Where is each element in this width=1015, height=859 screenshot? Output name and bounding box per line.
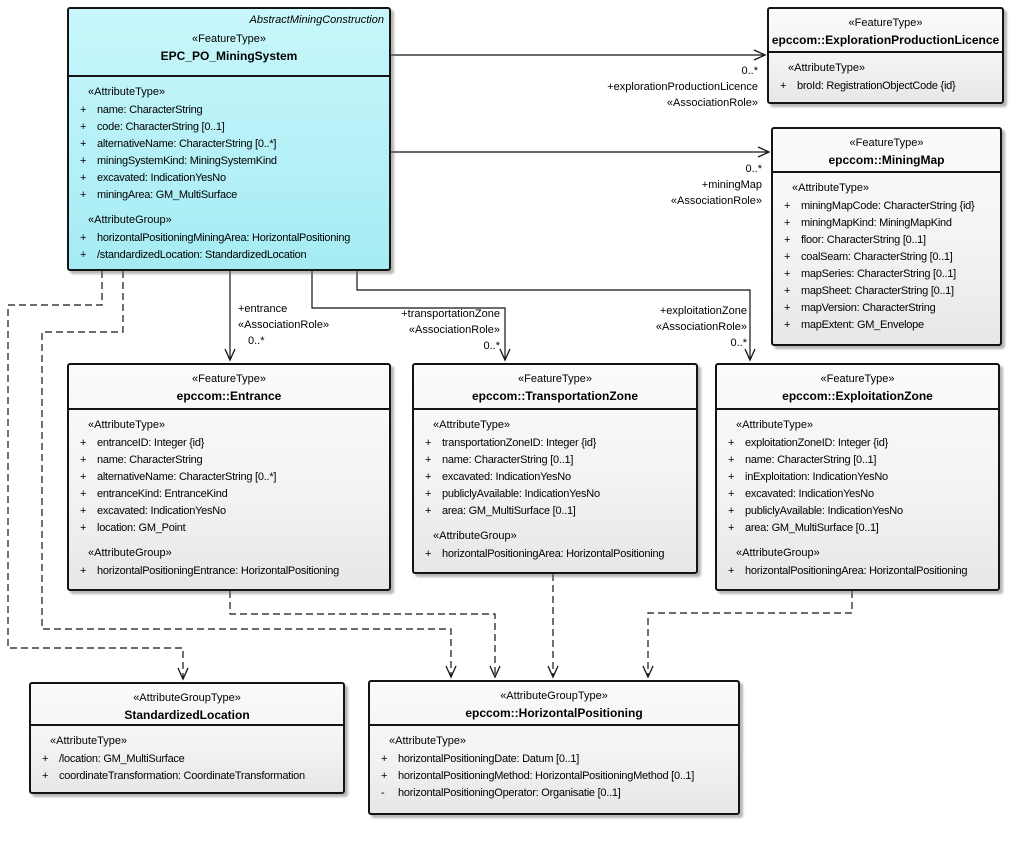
stereotype-label: «FeatureType» [848,17,923,29]
attribute-text: entranceID: Integer {id} [97,437,205,449]
visibility: + [80,505,87,517]
attribute-text: alternativeName: CharacterString [0..*] [97,138,277,150]
attribute-group-header: «AttributeGroup» [88,547,172,559]
edge-label-transportation-zone [401,306,500,354]
class-name: epccom::TransportationZone [471,389,638,403]
visibility: + [425,488,432,500]
attribute-text: horizontalPositioningMethod: HorizontalPositioningMethod [0..1] [398,770,695,782]
visibility: + [784,200,791,212]
attribute-type-header: «AttributeType» [88,86,166,98]
attribute-text: transportationZoneID: Integer {id} [442,437,597,449]
attribute-row [719,520,996,537]
edge-label-exploration-production-licence [607,63,758,111]
attribute-text: excavated: IndicationYesNo [97,172,226,184]
class-exploration-production-licence [767,7,1004,104]
attribute-text: excavated: IndicationYesNo [442,471,571,483]
visibility: + [784,268,791,280]
visibility: + [80,488,87,500]
class-entrance [67,363,391,591]
attribute-row [71,435,387,452]
attributes-compartment [69,410,389,582]
attribute-row [719,503,996,520]
class-epc-po-mining-system [67,7,391,271]
visibility: + [425,454,432,466]
attribute-text: mapVersion: CharacterString [801,302,936,314]
attribute-row [372,785,736,802]
attribute-text: code: CharacterString [0..1] [97,121,225,133]
visibility: + [780,80,787,92]
attribute-row [775,317,998,334]
visibility: + [784,217,791,229]
attribute-text: broId: RegistrationObjectCode {id} [797,80,956,92]
visibility: + [80,249,87,261]
stereotype-label: «FeatureType» [849,137,924,149]
attribute-row [71,469,387,486]
visibility: + [784,251,791,263]
association-role-label: +miningMap [701,179,762,191]
attribute-type-header: «AttributeType» [736,419,814,431]
visibility: + [80,565,87,577]
class-header [717,365,998,410]
stereotype-label: «AssociationRole» [655,321,747,333]
class-header [414,365,696,410]
stereotype-label: «AssociationRole» [670,195,762,207]
class-name: epccom::MiningMap [828,153,945,167]
visibility: + [728,471,735,483]
attribute-text: horizontalPositioningEntrance: HorizontalPositioning [97,565,339,577]
attribute-row [71,520,387,537]
visibility: + [728,454,735,466]
attribute-type-header: «AttributeType» [792,182,870,194]
attribute-row [71,119,387,136]
attribute-type-header: «AttributeType» [389,735,467,747]
class-name: EPC_PO_MiningSystem [160,49,298,63]
attribute-row [775,215,998,232]
attribute-row [775,232,998,249]
attribute-row [71,247,387,264]
visibility: + [425,548,432,560]
visibility: + [80,138,87,150]
attribute-row [71,102,387,119]
association-role-label: +entrance [238,303,288,315]
edge-label-entrance [238,301,329,349]
class-name: epccom::Entrance [176,389,282,403]
attribute-group-header: «AttributeGroup» [433,530,517,542]
class-name: epccom::HorizontalPositioning [465,706,643,720]
visibility: + [42,753,49,765]
attribute-row [372,768,736,785]
attribute-type-header: «AttributeType» [88,419,166,431]
attribute-text: mapSheet: CharacterString [0..1] [801,285,954,297]
attribute-text: horizontalPositioningDate: Datum [0..1] [398,753,580,765]
visibility: + [80,104,87,116]
attribute-row [416,486,694,503]
visibility: + [425,505,432,517]
visibility: + [80,522,87,534]
class-header [31,684,343,726]
attribute-text: location: GM_Point [97,522,186,534]
attribute-text: mapSeries: CharacterString [0..1] [801,268,956,280]
class-header [769,9,1002,53]
visibility: + [80,172,87,184]
multiplicity-label: 0..* [730,337,747,349]
visibility: + [381,770,388,782]
attribute-text: name: CharacterString [97,104,203,116]
class-name: StandardizedLocation [124,708,250,722]
attribute-row [416,452,694,469]
visibility: + [728,505,735,517]
class-exploitation-zone [715,363,1000,591]
visibility: + [784,319,791,331]
attribute-text: name: CharacterString [0..1] [745,454,877,466]
attribute-text: horizontalPositioningArea: HorizontalPositioning [745,565,968,577]
attribute-text: entranceKind: EntranceKind [97,488,228,500]
attribute-text: mapExtent: GM_Envelope [801,319,924,331]
visibility: + [728,437,735,449]
visibility: + [425,471,432,483]
association-role-label: +exploitationZone [659,305,747,317]
attribute-text: publiclyAvailable: IndicationYesNo [442,488,600,500]
attribute-row [71,153,387,170]
attribute-row [71,503,387,520]
attribute-row [33,768,341,785]
attribute-row [775,198,998,215]
attribute-text: miningMapCode: CharacterString {id} [801,200,975,212]
stereotype-label: «AssociationRole» [408,324,500,336]
class-mining-map [771,127,1002,346]
attribute-row [71,563,387,580]
visibility: + [80,189,87,201]
attribute-row [71,170,387,187]
attribute-text: name: CharacterString [97,454,203,466]
attribute-text: floor: CharacterString [0..1] [801,234,926,246]
class-transportation-zone [412,363,698,574]
attribute-text: horizontalPositioningArea: HorizontalPositioning [442,548,665,560]
attribute-type-header: «AttributeType» [433,419,511,431]
attribute-type-header: «AttributeType» [788,62,866,74]
attribute-text: /standardizedLocation: StandardizedLocation [97,249,307,261]
dependency-exploitation-zone-horizontal-positioning [648,591,852,677]
stereotype-label: «FeatureType» [192,33,266,45]
association-role-label: +transportationZone [401,308,500,320]
multiplicity-label: 0..* [248,335,265,347]
attribute-row [416,503,694,520]
attribute-row [719,469,996,486]
class-header [370,682,738,726]
attribute-group-header: «AttributeGroup» [88,214,172,226]
attributes-compartment [773,173,1000,336]
stereotype-label: «AttributeGroupType» [133,692,241,704]
attribute-row [775,249,998,266]
visibility: + [80,471,87,483]
class-horizontal-positioning [368,680,740,815]
dependency-entrance-horizontal-positioning [230,591,495,677]
class-header [773,129,1000,173]
attribute-text: miningSystemKind: MiningSystemKind [97,155,277,167]
stereotype-label: «FeatureType» [192,373,266,385]
parent-class-label: AbstractMiningConstruction [249,14,384,26]
attribute-text: publiclyAvailable: IndicationYesNo [745,505,903,517]
visibility: + [728,522,735,534]
multiplicity-label: 0..* [745,163,762,175]
attribute-text: /location: GM_MultiSurface [59,753,185,765]
attribute-row [719,563,996,580]
class-name: epccom::ExploitationZone [782,389,933,403]
attribute-type-header: «AttributeType» [50,735,128,747]
attribute-text: exploitationZoneID: Integer {id} [745,437,889,449]
multiplicity-label: 0..* [483,340,500,352]
visibility: + [784,285,791,297]
attributes-compartment [717,410,998,582]
visibility: + [80,454,87,466]
attribute-text: area: GM_MultiSurface [0..1] [442,505,576,517]
attributes-compartment [69,77,389,266]
visibility: + [80,437,87,449]
attribute-text: alternativeName: CharacterString [0..*] [97,471,277,483]
attributes-compartment [769,53,1002,97]
attribute-text: area: GM_MultiSurface [0..1] [745,522,879,534]
attribute-text: name: CharacterString [0..1] [442,454,574,466]
visibility: + [381,753,388,765]
attribute-row [775,300,998,317]
visibility: + [728,488,735,500]
edge-label-exploitation-zone [656,303,747,351]
attribute-text: miningMapKind: MiningMapKind [801,217,952,229]
visibility: + [42,770,49,782]
attribute-text: horizontalPositioningMiningArea: HorizontalPositioning [97,232,351,244]
association-role-label: +explorationProductionLicence [607,81,758,93]
attribute-row [71,187,387,204]
attribute-row [719,435,996,452]
class-header [69,9,389,77]
attribute-text: coalSeam: CharacterString [0..1] [801,251,953,263]
attribute-text: coordinateTransformation: CoordinateTransformation [59,770,305,782]
edge-label-mining-map [671,161,762,209]
attribute-text: excavated: IndicationYesNo [745,488,874,500]
attributes-compartment [414,410,696,565]
visibility: - [381,787,385,799]
attribute-row [416,469,694,486]
stereotype-label: «FeatureType» [820,373,895,385]
attribute-row [416,435,694,452]
attribute-row [771,78,1000,95]
attribute-group-header: «AttributeGroup» [736,547,820,559]
attribute-row [372,751,736,768]
attribute-row [416,546,694,563]
attribute-text: excavated: IndicationYesNo [97,505,226,517]
stereotype-label: «AssociationRole» [666,97,758,109]
visibility: + [80,155,87,167]
visibility: + [728,565,735,577]
attribute-row [775,266,998,283]
attribute-row [33,751,341,768]
attribute-text: horizontalPositioningOperator: Organisatie [0..1] [398,787,621,799]
attribute-row [71,136,387,153]
attributes-compartment [31,726,343,787]
attribute-text: inExploitation: IndicationYesNo [745,471,888,483]
multiplicity-label: 0..* [741,65,758,77]
stereotype-label: «FeatureType» [518,373,592,385]
stereotype-label: «AssociationRole» [238,319,330,331]
visibility: + [425,437,432,449]
class-standardized-location [29,682,345,794]
visibility: + [80,232,87,244]
visibility: + [784,234,791,246]
stereotype-label: «AttributeGroupType» [500,690,608,702]
class-name: epccom::ExplorationProductionLicence [771,33,1000,47]
attribute-row [775,283,998,300]
attribute-row [719,452,996,469]
visibility: + [784,302,791,314]
attributes-compartment [370,726,738,804]
attribute-row [71,230,387,247]
visibility: + [80,121,87,133]
attribute-row [71,452,387,469]
class-header [69,365,389,410]
attribute-row [719,486,996,503]
attribute-row [71,486,387,503]
attribute-text: miningArea: GM_MultiSurface [97,189,237,201]
